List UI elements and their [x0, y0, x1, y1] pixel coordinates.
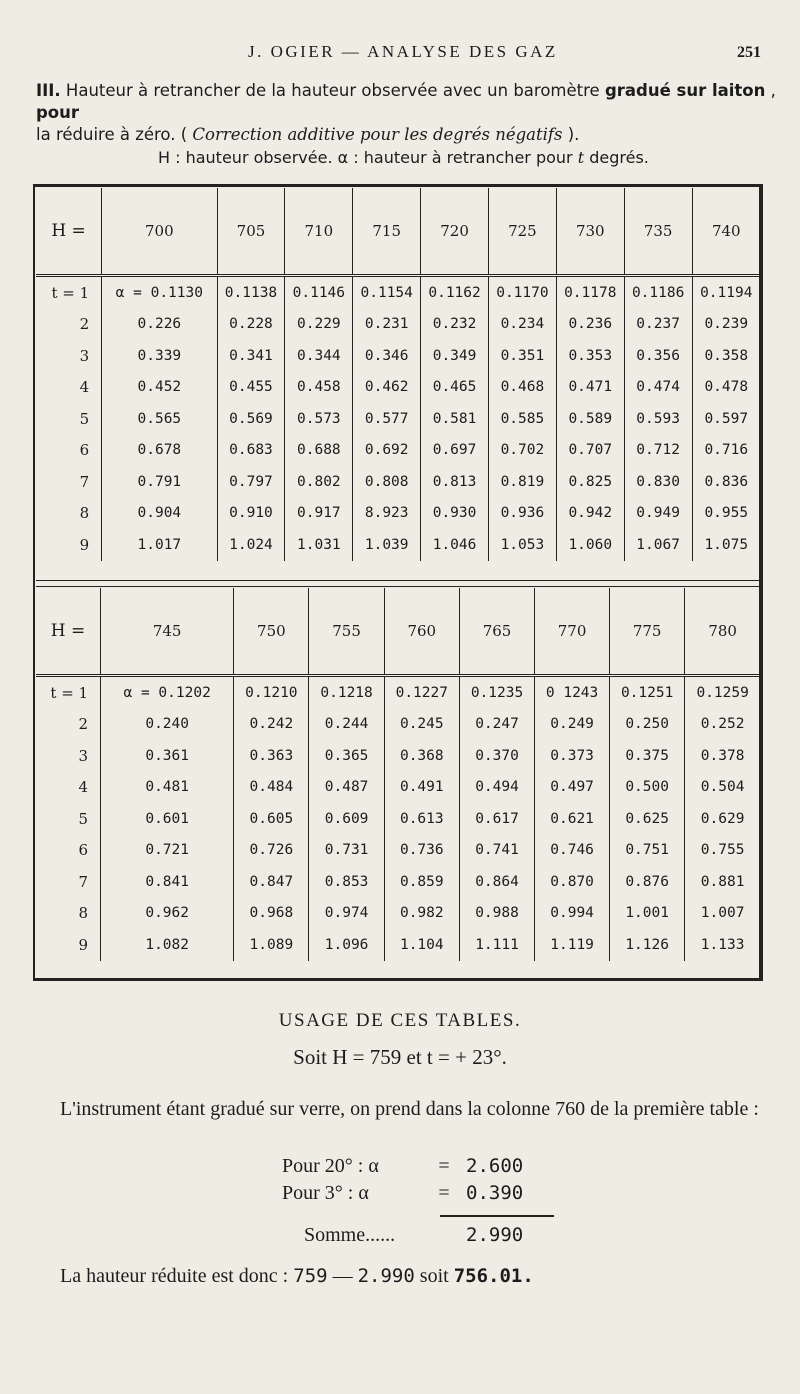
value-cell: 0.247 [459, 709, 534, 741]
section-title-line2-end: ). [562, 125, 580, 144]
running-title: J. OGIER — ANALYSE DES GAZ [248, 42, 558, 61]
value-cell: 0.617 [459, 803, 534, 835]
value-cell: 0.621 [535, 803, 610, 835]
value-cell: 0.1218 [309, 677, 384, 709]
temperature-cell: 8 [78, 904, 89, 923]
value-cell: 0.1194 [692, 277, 760, 309]
conclusion-result: 756.01. [453, 1265, 534, 1287]
value-cell: 0.474 [624, 372, 692, 404]
column-header: 730 [556, 188, 624, 276]
header-row [36, 588, 760, 676]
table-row [36, 435, 760, 467]
table-row [36, 929, 760, 961]
temperature-cell: 6 [78, 841, 89, 860]
h-label: H = [50, 621, 86, 641]
value-cell: 0.368 [384, 740, 459, 772]
table-row [36, 772, 760, 804]
value-cell: 0.252 [685, 709, 760, 741]
value-cell: 0.609 [309, 803, 384, 835]
temperature-cell: 5 [78, 809, 89, 828]
column-header: 705 [217, 188, 285, 276]
value-cell: 0.949 [624, 498, 692, 530]
value-cell: 0.741 [459, 835, 534, 867]
value-cell: 0.751 [610, 835, 685, 867]
section-title-bold: gradué sur laiton [604, 81, 766, 100]
value-cell: 0.813 [421, 466, 489, 498]
value-cell: 0.1170 [488, 277, 556, 309]
value-cell: 0.988 [459, 898, 534, 930]
conclusion-value-b: 2.990 [357, 1265, 415, 1287]
value-cell: 0.864 [459, 866, 534, 898]
value-cell: 0.791 [102, 466, 217, 498]
section-title-line2-start: la réduire à zéro. ( [36, 125, 193, 144]
value-cell: 0.228 [217, 309, 285, 341]
column-header: 715 [353, 188, 421, 276]
value-cell: 1.096 [309, 929, 384, 961]
temperature-cell: 4 [79, 378, 90, 397]
calc-value: 2.600 [466, 1155, 524, 1177]
value-cell: 0.847 [234, 866, 309, 898]
value-cell: 0.1227 [384, 677, 459, 709]
value-cell: 0.455 [217, 372, 285, 404]
column-header: 745 [101, 588, 234, 676]
value-cell: 0.601 [101, 803, 234, 835]
value-cell: 0.365 [309, 740, 384, 772]
table-row [36, 403, 760, 435]
value-cell: 0.1259 [685, 677, 760, 709]
value-cell: 0.373 [535, 740, 610, 772]
value-cell: 0.755 [685, 835, 760, 867]
usage-title: USAGE DE CES TABLES. [278, 1010, 522, 1031]
value-cell: 0.962 [101, 898, 234, 930]
value-cell: 1.067 [624, 529, 692, 561]
value-cell: 0.1138 [217, 277, 285, 309]
value-cell: 0.478 [692, 372, 760, 404]
value-cell: 0.497 [535, 772, 610, 804]
column-header: 700 [102, 188, 217, 276]
value-cell: 0.370 [459, 740, 534, 772]
value-cell: 0.678 [102, 435, 217, 467]
value-cell: 0.736 [384, 835, 459, 867]
value-cell: 0.726 [234, 835, 309, 867]
table-legend [158, 148, 649, 167]
column-header: 735 [624, 188, 692, 276]
value-cell: 0.468 [488, 372, 556, 404]
value-cell: 0.881 [685, 866, 760, 898]
usage-example: Soit H = 759 et t = + 23°. [293, 1045, 507, 1069]
value-cell: 0.458 [285, 372, 353, 404]
table-row [36, 740, 760, 772]
value-cell: 8.923 [353, 498, 421, 530]
conclusion-dash: — [327, 1265, 358, 1287]
value-cell: 0.244 [309, 709, 384, 741]
value-cell: 0.375 [610, 740, 685, 772]
value-cell: 0.232 [421, 309, 489, 341]
table-row [36, 835, 760, 867]
value-cell: 0.1146 [285, 277, 353, 309]
sum-label: Somme...... [304, 1224, 396, 1246]
value-cell: 1.001 [610, 898, 685, 930]
conclusion-text: La hauteur réduite est donc : [60, 1265, 294, 1287]
value-cell: 1.060 [556, 529, 624, 561]
value-cell: 0.808 [353, 466, 421, 498]
value-cell: 0.245 [384, 709, 459, 741]
column-header: 720 [421, 188, 489, 276]
value-cell: 1.024 [217, 529, 285, 561]
value-cell: 0.712 [624, 435, 692, 467]
usage-paragraph: L'instrument étant gradué sur verre, on prend dans la colonne 760 de la première table : [60, 1098, 759, 1120]
value-cell: 0.968 [234, 898, 309, 930]
value-cell: 0.237 [624, 309, 692, 341]
column-header: 740 [692, 188, 760, 276]
section-title [36, 80, 784, 146]
value-cell: 1.007 [685, 898, 760, 930]
page-number: 251 [737, 44, 761, 61]
value-cell: 0.465 [421, 372, 489, 404]
value-cell: 0.363 [234, 740, 309, 772]
temperature-cell: 7 [78, 872, 89, 891]
value-cell: 0.462 [353, 372, 421, 404]
temperature-cell: 5 [79, 409, 90, 428]
value-cell: 0.569 [217, 403, 285, 435]
value-cell: 0.836 [692, 466, 760, 498]
value-cell: 0.1154 [353, 277, 421, 309]
value-cell: 0.589 [556, 403, 624, 435]
value-cell: 1.104 [384, 929, 459, 961]
calc-equals: = [438, 1182, 450, 1204]
value-cell: 0.240 [101, 709, 234, 741]
value-cell: 0.339 [102, 340, 217, 372]
value-cell: 0.250 [610, 709, 685, 741]
value-cell: 1.039 [353, 529, 421, 561]
value-cell: 0.697 [421, 435, 489, 467]
value-cell: 0.853 [309, 866, 384, 898]
value-cell: 0.841 [101, 866, 234, 898]
value-cell: 0.573 [285, 403, 353, 435]
column-header: 780 [685, 588, 760, 676]
conclusion [60, 1265, 534, 1288]
value-cell: 0.930 [421, 498, 489, 530]
value-cell: α = 0.1202 [101, 677, 234, 709]
temperature-cell: 2 [78, 715, 89, 734]
calc-label: Pour 3° : α [282, 1182, 369, 1204]
value-cell: 0.802 [285, 466, 353, 498]
calc-label: Pour 20° : α [282, 1155, 379, 1177]
table-row [36, 498, 760, 530]
section-title-italic: Correction additive pour les degrés négatifs [192, 125, 563, 144]
header-row [36, 188, 760, 276]
value-cell: α = 0.1130 [102, 277, 217, 309]
value-cell: 1.046 [421, 529, 489, 561]
temperature-cell: 8 [79, 504, 90, 523]
section-title-part1: Hauteur à retrancher de la hauteur observée avec un baromètre [60, 81, 605, 100]
calc-line-1 [282, 1155, 523, 1178]
value-cell: 1.111 [459, 929, 534, 961]
value-cell: 0.229 [285, 309, 353, 341]
value-cell: 0.593 [624, 403, 692, 435]
value-cell: 0.346 [353, 340, 421, 372]
value-cell: 0.378 [685, 740, 760, 772]
value-cell: 0.994 [535, 898, 610, 930]
value-cell: 0.1235 [459, 677, 534, 709]
value-cell: 0.859 [384, 866, 459, 898]
value-cell: 0.746 [535, 835, 610, 867]
value-cell: 0.500 [610, 772, 685, 804]
value-cell: 0.688 [285, 435, 353, 467]
value-cell: 0.797 [217, 466, 285, 498]
value-cell: 1.031 [285, 529, 353, 561]
value-cell: 0.481 [101, 772, 234, 804]
value-cell: 0.819 [488, 466, 556, 498]
value-cell: 0.1186 [624, 277, 692, 309]
value-cell: 0.904 [102, 498, 217, 530]
value-cell: 0.581 [421, 403, 489, 435]
section-title-part2: , [765, 81, 776, 100]
value-cell: 0.353 [556, 340, 624, 372]
value-cell: 0.236 [556, 309, 624, 341]
value-cell: 0.692 [353, 435, 421, 467]
table-row [36, 372, 760, 404]
column-header: 760 [384, 588, 459, 676]
column-header: 725 [488, 188, 556, 276]
table-row [36, 277, 760, 309]
value-cell: 0.597 [692, 403, 760, 435]
value-cell: 0.876 [610, 866, 685, 898]
temperature-cell: 7 [79, 472, 90, 491]
table-row [36, 309, 760, 341]
value-cell: 0.231 [353, 309, 421, 341]
column-header: 765 [459, 588, 534, 676]
legend-part1: H : hauteur observée. α : hauteur à retrancher pour [158, 148, 578, 167]
table-row [36, 529, 760, 561]
temperature-cell: 6 [79, 441, 90, 460]
value-cell: 1.017 [102, 529, 217, 561]
temperature-cell: t = 1 [51, 283, 90, 302]
value-cell: 0.707 [556, 435, 624, 467]
correction-table-2 [36, 588, 760, 961]
value-cell: 0.356 [624, 340, 692, 372]
value-cell: 0.830 [624, 466, 692, 498]
value-cell: 0.629 [685, 803, 760, 835]
value-cell: 0.683 [217, 435, 285, 467]
table-row [36, 677, 760, 709]
table-row [36, 803, 760, 835]
sum-value: 2.990 [466, 1224, 524, 1246]
temperature-cell: t = 1 [50, 683, 89, 702]
calc-line-2 [282, 1182, 523, 1205]
value-cell: 1.089 [234, 929, 309, 961]
value-cell: 1.133 [685, 929, 760, 961]
section-number: III. [36, 81, 61, 100]
temperature-cell: 9 [79, 535, 90, 554]
value-cell: 0.942 [556, 498, 624, 530]
value-cell: 0.605 [234, 803, 309, 835]
column-header: 755 [309, 588, 384, 676]
value-cell: 0.565 [102, 403, 217, 435]
value-cell: 0.239 [692, 309, 760, 341]
value-cell: 0.1178 [556, 277, 624, 309]
value-cell: 0.731 [309, 835, 384, 867]
temperature-cell: 3 [78, 746, 89, 765]
conclusion-soit: soit [414, 1265, 454, 1287]
correction-table-1 [36, 188, 760, 561]
value-cell: 0.982 [384, 898, 459, 930]
value-cell: 0.613 [384, 803, 459, 835]
value-cell: 0.577 [353, 403, 421, 435]
value-cell: 0.226 [102, 309, 217, 341]
section-title-bold2: pour [36, 103, 80, 122]
value-cell: 0.351 [488, 340, 556, 372]
value-cell: 0.491 [384, 772, 459, 804]
calc-sum [304, 1224, 523, 1247]
value-cell: 1.119 [535, 929, 610, 961]
value-cell: 0.585 [488, 403, 556, 435]
value-cell: 1.053 [488, 529, 556, 561]
temperature-cell: 9 [78, 935, 89, 954]
value-cell: 0.487 [309, 772, 384, 804]
column-header: 770 [535, 588, 610, 676]
value-cell: 0.494 [459, 772, 534, 804]
value-cell: 0.349 [421, 340, 489, 372]
value-cell: 0.917 [285, 498, 353, 530]
value-cell: 0.344 [285, 340, 353, 372]
value-cell: 0.471 [556, 372, 624, 404]
value-cell: 0.870 [535, 866, 610, 898]
h-label: H = [51, 221, 86, 241]
column-header: 775 [610, 588, 685, 676]
value-cell: 0.234 [488, 309, 556, 341]
column-header: 710 [285, 188, 353, 276]
legend-part2: degrés. [584, 148, 649, 167]
running-head [0, 40, 800, 64]
value-cell: 0.452 [102, 372, 217, 404]
legend-t: t [577, 148, 585, 167]
value-cell: 0.242 [234, 709, 309, 741]
value-cell: 0.249 [535, 709, 610, 741]
value-cell: 0.358 [692, 340, 760, 372]
value-cell: 0.716 [692, 435, 760, 467]
value-cell: 1.082 [101, 929, 234, 961]
value-cell: 0.341 [217, 340, 285, 372]
value-cell: 0.721 [101, 835, 234, 867]
value-cell: 0.625 [610, 803, 685, 835]
temperature-cell: 3 [79, 346, 90, 365]
value-cell: 0.504 [685, 772, 760, 804]
value-cell: 1.126 [610, 929, 685, 961]
table-row [36, 340, 760, 372]
calc-equals: = [438, 1155, 450, 1177]
value-cell: 0.1210 [234, 677, 309, 709]
value-cell: 0.825 [556, 466, 624, 498]
value-cell: 1.075 [692, 529, 760, 561]
temperature-cell: 2 [79, 315, 90, 334]
value-cell: 0.1162 [421, 277, 489, 309]
value-cell: 0.702 [488, 435, 556, 467]
table-row [36, 466, 760, 498]
value-cell: 0.955 [692, 498, 760, 530]
table-row [36, 866, 760, 898]
conclusion-value-a: 759 [293, 1265, 328, 1287]
sum-rule [440, 1215, 554, 1217]
calc-value: 0.390 [466, 1182, 524, 1204]
value-cell: 0.484 [234, 772, 309, 804]
value-cell: 0.361 [101, 740, 234, 772]
value-cell: 0.974 [309, 898, 384, 930]
column-header: 750 [234, 588, 309, 676]
temperature-cell: 4 [78, 778, 89, 797]
value-cell: 0 1243 [535, 677, 610, 709]
value-cell: 0.936 [488, 498, 556, 530]
table-row [36, 898, 760, 930]
table-divider [36, 580, 760, 587]
value-cell: 0.910 [217, 498, 285, 530]
value-cell: 0.1251 [610, 677, 685, 709]
table-row [36, 709, 760, 741]
